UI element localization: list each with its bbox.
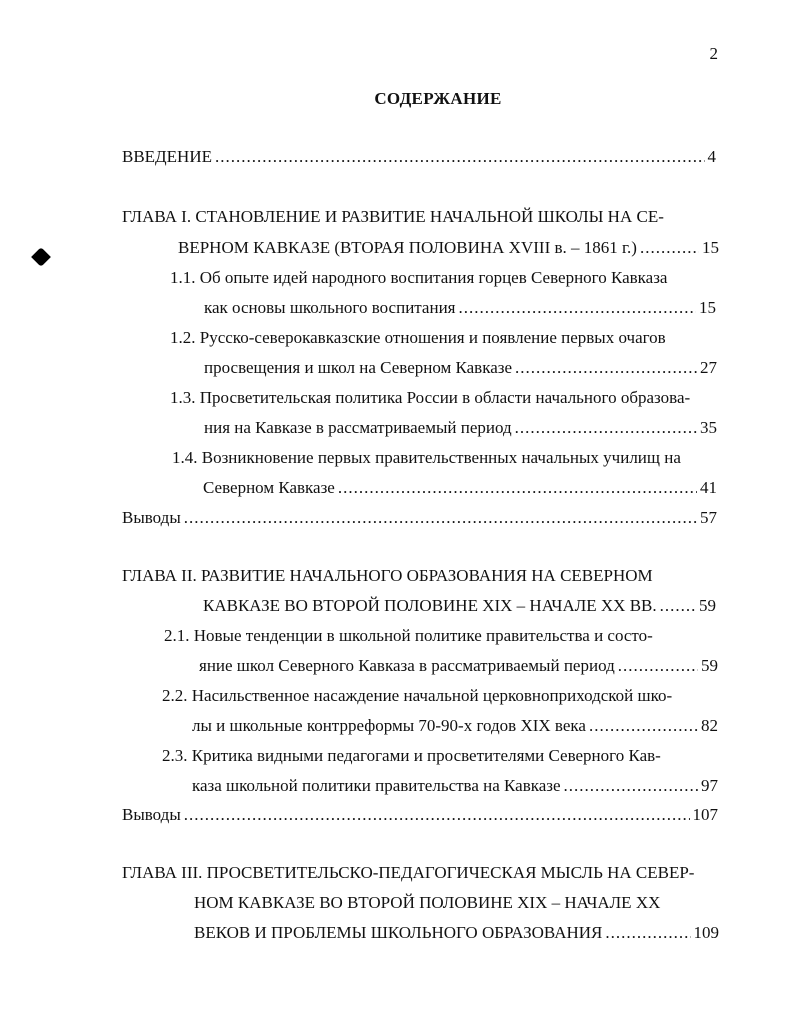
chapter-3-heading-line1[interactable]: ГЛАВА III. ПРОСВЕТИТЕЛЬСКО-ПЕДАГОГИЧЕСКАЯ МЫСЛЬ НА СЕВЕР- (122, 863, 695, 882)
toc-entry-text: как основы школьного воспитания (204, 298, 456, 317)
section-1-2-line2[interactable] (204, 356, 717, 380)
toc-entry-text: Выводы (122, 805, 181, 824)
leader-dots (605, 921, 690, 945)
toc-page-number: 107 (692, 805, 718, 824)
toc-entry-text: ВВЕДЕНИЕ (122, 147, 212, 166)
leader-dots (564, 774, 698, 798)
chapter-3-heading-line2[interactable]: НОМ КАВКАЗЕ ВО ВТОРОЙ ПОЛОВИНЕ XIX – НАЧАЛЕ XX (194, 893, 661, 912)
leader-dots (660, 594, 696, 618)
section-2-2-line2[interactable] (192, 714, 718, 738)
toc-entry-text: Выводы (122, 508, 181, 527)
leader-dots (184, 803, 690, 827)
section-1-1-line1[interactable]: 1.1. Об опыте идей народного воспитания горцев Северного Кавказа (170, 268, 668, 287)
section-1-4-line2[interactable] (203, 476, 717, 500)
section-2-1-line1[interactable]: 2.1. Новые тенденции в школьной политике правительства и состо- (164, 626, 653, 645)
toc-entry-text: КАВКАЗЕ ВО ВТОРОЙ ПОЛОВИНЕ XIX – НАЧАЛЕ XX ВВ. (203, 596, 657, 615)
toc-entry-text: ния на Кавказе в рассматриваемый период (204, 418, 512, 437)
toc-entry-text: каза школьной политики правительства на Кавказе (192, 776, 561, 795)
toc-page-number: 59 (699, 596, 716, 615)
page-number: 2 (709, 44, 718, 63)
toc-entry-text: лы и школьные контрреформы 70-90-х годов XIX века (192, 716, 586, 735)
chapter-2-heading-line1[interactable]: ГЛАВА II. РАЗВИТИЕ НАЧАЛЬНОГО ОБРАЗОВАНИЯ НА СЕВЕРНОМ (122, 566, 653, 585)
leader-dots (640, 236, 699, 260)
toc-entry-text: яние школ Северного Кавказа в рассматриваемый период (199, 656, 615, 675)
chapter-2-heading-line2[interactable] (203, 594, 716, 618)
leader-dots (184, 506, 697, 530)
toc-entry-text: ВЕРНОМ КАВКАЗЕ (ВТОРАЯ ПОЛОВИНА XVIII в. – 1861 г.) (178, 238, 637, 257)
toc-page-number: 82 (701, 716, 718, 735)
leader-dots (515, 416, 697, 440)
section-1-4-line1[interactable]: 1.4. Возникновение первых правительственных начальных училищ на (172, 448, 681, 467)
section-2-3-line2[interactable] (192, 774, 718, 798)
toc-entry-text: ВЕКОВ И ПРОБЛЕМЫ ШКОЛЬНОГО ОБРАЗОВАНИЯ (194, 923, 603, 942)
toc-page-number: 15 (702, 238, 719, 257)
leader-dots (338, 476, 697, 500)
toc-page-number: 109 (693, 923, 719, 942)
section-1-3-line1[interactable]: 1.3. Просветительская политика России в области начального образова- (170, 388, 691, 407)
toc-page-number: 41 (700, 478, 717, 497)
scan-mark (31, 247, 51, 267)
chapter-1-heading-line2[interactable] (178, 236, 719, 260)
leader-dots (215, 145, 705, 169)
leader-dots (459, 296, 697, 320)
section-2-1-line2[interactable] (199, 654, 718, 678)
section-1-3-line2[interactable] (204, 416, 717, 440)
section-2-2-line1[interactable]: 2.2. Насильственное насаждение начальной церковноприходской шко- (162, 686, 673, 705)
toc-page-number: 35 (700, 418, 717, 437)
toc-entry-text: просвещения и школ на Северном Кавказе (204, 358, 513, 377)
chapter-1-conclusions[interactable] (122, 506, 717, 530)
page-title: СОДЕРЖАНИЕ (374, 89, 502, 108)
toc-page-number: 97 (701, 776, 718, 795)
leader-dots (515, 356, 697, 380)
toc-page-number: 59 (701, 656, 718, 675)
section-2-3-line1[interactable]: 2.3. Критика видными педагогами и просветителями Северного Кав- (162, 746, 661, 765)
chapter-3-heading-line3[interactable] (194, 921, 719, 945)
section-1-1-line2[interactable] (204, 296, 716, 320)
chapter-2-conclusions[interactable] (122, 803, 718, 827)
toc-page-number: 27 (700, 358, 717, 377)
chapter-1-heading-line1[interactable]: ГЛАВА I. СТАНОВЛЕНИЕ И РАЗВИТИЕ НАЧАЛЬНОЙ ШКОЛЫ НА СЕ- (122, 207, 664, 226)
leader-dots (589, 714, 698, 738)
leader-dots (618, 654, 698, 678)
section-1-2-line1[interactable]: 1.2. Русско-северокавказские отношения и появление первых очагов (170, 328, 666, 347)
toc-page-number: 57 (700, 508, 717, 527)
toc-entry-intro[interactable] (122, 145, 716, 169)
toc-page-number: 15 (699, 298, 716, 317)
toc-page-number: 4 (707, 147, 716, 166)
toc-entry-text: Северном Кавказе (203, 478, 335, 497)
